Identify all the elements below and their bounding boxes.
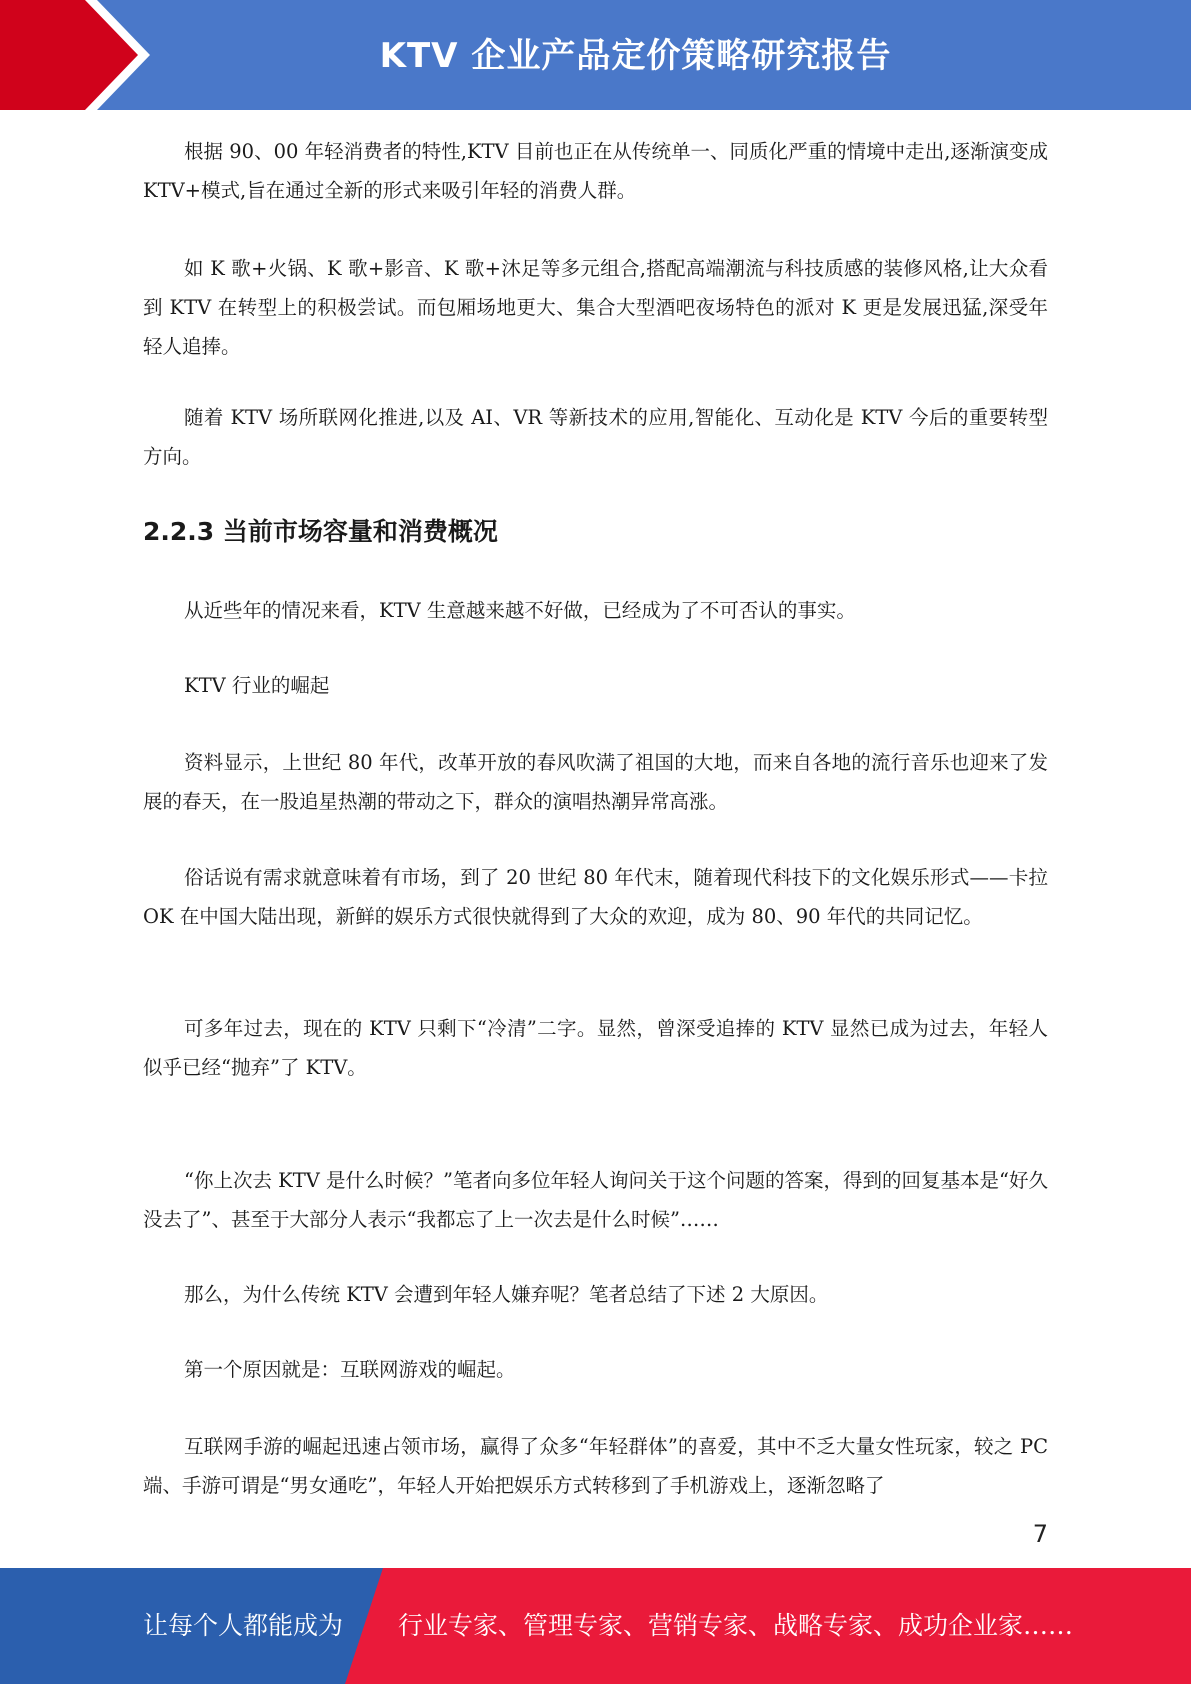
paragraph: “你上次去 KTV 是什么时候？”笔者向多位年轻人询问关于这个问题的答案，得到的回复基本是“好久没去了”、甚至于大部分人表示“我都忘了上一次去是什么时候”……: [143, 1169, 1048, 1231]
paragraph: 如 K 歌+火锅、K 歌+影音、K 歌+沐足等多元组合,搭配高端潮流与科技质感的装修风格,让大众看到 KTV 在转型上的积极尝试。而包厢场地更大、集合大型酒吧夜场特色的派对 K 更是发展迅猛,深受年轻人追捧。: [143, 257, 1048, 358]
paragraph: 从近些年的情况来看，KTV 生意越来越不好做，已经成为了不可否认的事实。: [184, 599, 856, 622]
section-heading: 2.2.3 当前市场容量和消费概况: [143, 517, 498, 546]
footer-slogan-right: 行业专家、管理专家、营销专家、战略专家、成功企业家……: [398, 1611, 1074, 1640]
paragraph: 根据 90、00 年轻消费者的特性,KTV 目前也正在从传统单一、同质化严重的情境中走出,逐渐演变成 KTV+模式,旨在通过全新的形式来吸引年轻的消费人群。: [143, 140, 1048, 202]
paragraph: 那么，为什么传统 KTV 会遭到年轻人嫌弃呢？笔者总结了下述 2 大原因。: [184, 1283, 829, 1306]
report-title: KTV 企业产品定价策略研究报告: [379, 36, 892, 76]
page-header: [0, 0, 1191, 110]
paragraph: 随着 KTV 场所联网化推进,以及 AI、VR 等新技术的应用,智能化、互动化是 KTV 今后的重要转型方向。: [143, 406, 1048, 468]
paragraph: 俗话说有需求就意味着有市场，到了 20 世纪 80 年代末，随着现代科技下的文化娱乐形式——卡拉 OK 在中国大陆出现，新鲜的娱乐方式很快就得到了大众的欢迎，成为 80、90 年代的共同记忆。: [143, 866, 1048, 928]
page-footer: [0, 1568, 1191, 1684]
paragraph: 资料显示，上世纪 80 年代，改革开放的春风吹满了祖国的大地，而来自各地的流行音乐也迎来了发展的春天，在一股追星热潮的带动之下，群众的演唱热潮异常高涨。: [143, 751, 1048, 813]
footer-slogan-left: 让每个人都能成为: [143, 1611, 344, 1640]
paragraph: 可多年过去，现在的 KTV 只剩下“冷清”二字。显然，曾深受追捧的 KTV 显然已成为过去，年轻人似乎已经“抛弃”了 KTV。: [143, 1017, 1048, 1079]
subheading-paragraph: KTV 行业的崛起: [184, 674, 330, 697]
paragraph: 第一个原因就是：互联网游戏的崛起。: [184, 1358, 516, 1381]
paragraph: 互联网手游的崛起迅速占领市场，赢得了众多“年轻群体”的喜爱，其中不乏大量女性玩家，较之 PC 端、手游可谓是“男女通吃”，年轻人开始把娱乐方式转移到了手机游戏上，逐渐忽略了: [143, 1435, 1048, 1497]
page-number: 7: [1032, 1520, 1048, 1548]
